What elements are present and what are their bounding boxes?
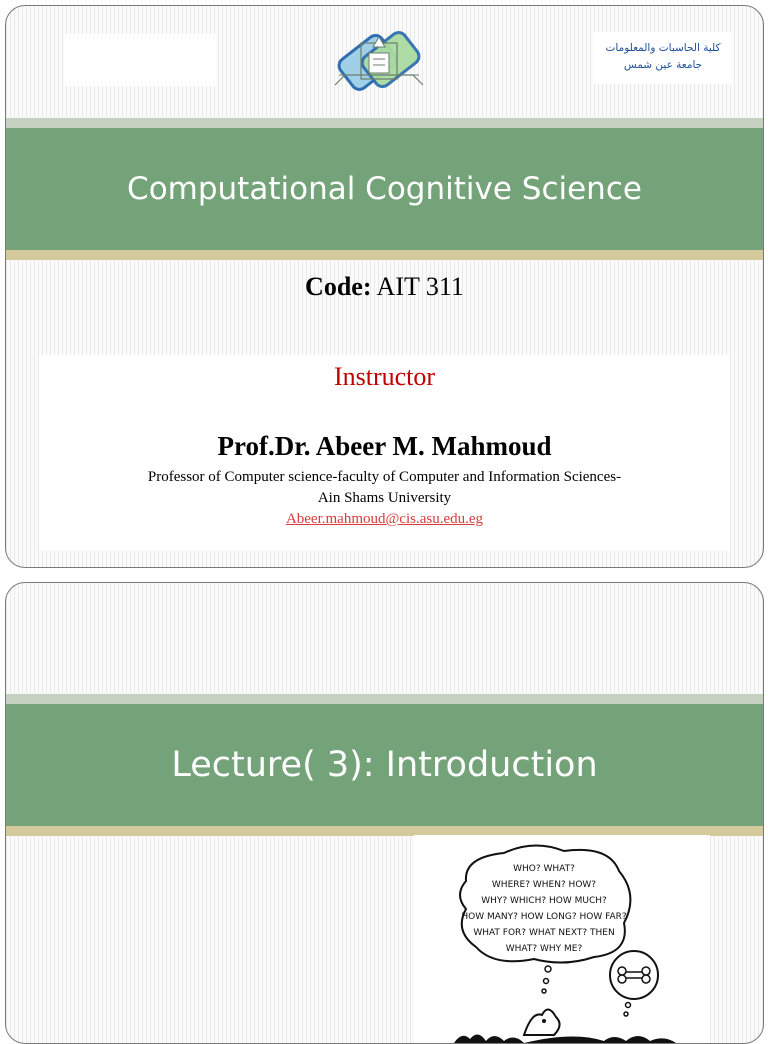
lecture-slide: [5, 582, 764, 1044]
title-band: [6, 128, 763, 250]
cartoon-line-1: WHO? WHAT?: [513, 864, 575, 874]
course-code: [6, 272, 763, 302]
cartoon-line-6: WHAT? WHY ME?: [505, 944, 583, 954]
instructor-affiliation-line1: Professor of Computer science-faculty of Computer and Information Sciences-: [147, 469, 622, 485]
lecture-band-top: [6, 694, 763, 704]
cartoon-line-4: HOW MANY? HOW LONG? HOW FAR?: [461, 912, 627, 922]
title-band-bottom: [6, 250, 763, 260]
instructor-affiliation-line2: Ain Shams University: [317, 490, 452, 506]
instructor-label: Instructor: [333, 362, 436, 391]
course-code-value: AIT 311: [371, 272, 464, 301]
cartoon-drawing: [414, 835, 710, 1043]
header-blank-box: [64, 34, 216, 86]
cartoon-line-3: WHY? WHICH? HOW MUCH?: [481, 896, 607, 906]
university-logo-icon: [316, 21, 442, 101]
instructor-description: [39, 467, 730, 530]
university-name-box: [594, 32, 732, 84]
course-code-label: Code:: [305, 272, 372, 301]
instructor-panel: [39, 355, 730, 551]
instructor-name: Prof.Dr. Abeer M. Mahmoud: [217, 431, 552, 461]
university-name-text: جامعة عين شمس: [623, 59, 703, 71]
lecture-title: Lecture( 3): Introduction: [171, 745, 598, 785]
slide-title: Computational Cognitive Science: [127, 171, 642, 207]
instructor-email-link[interactable]: Abeer.mahmoud@cis.asu.edu.eg: [285, 511, 484, 527]
faculty-name-text: كلية الحاسبات والمعلومات: [605, 42, 721, 54]
cartoon-line-2: WHERE? WHEN? HOW?: [491, 880, 597, 890]
lecture-band: [6, 704, 763, 826]
title-band-top: [6, 118, 763, 128]
title-slide: [5, 5, 764, 568]
cartoon-line-5: WHAT FOR? WHAT NEXT? THEN: [473, 928, 615, 938]
questions-cartoon-image: [414, 835, 710, 1043]
